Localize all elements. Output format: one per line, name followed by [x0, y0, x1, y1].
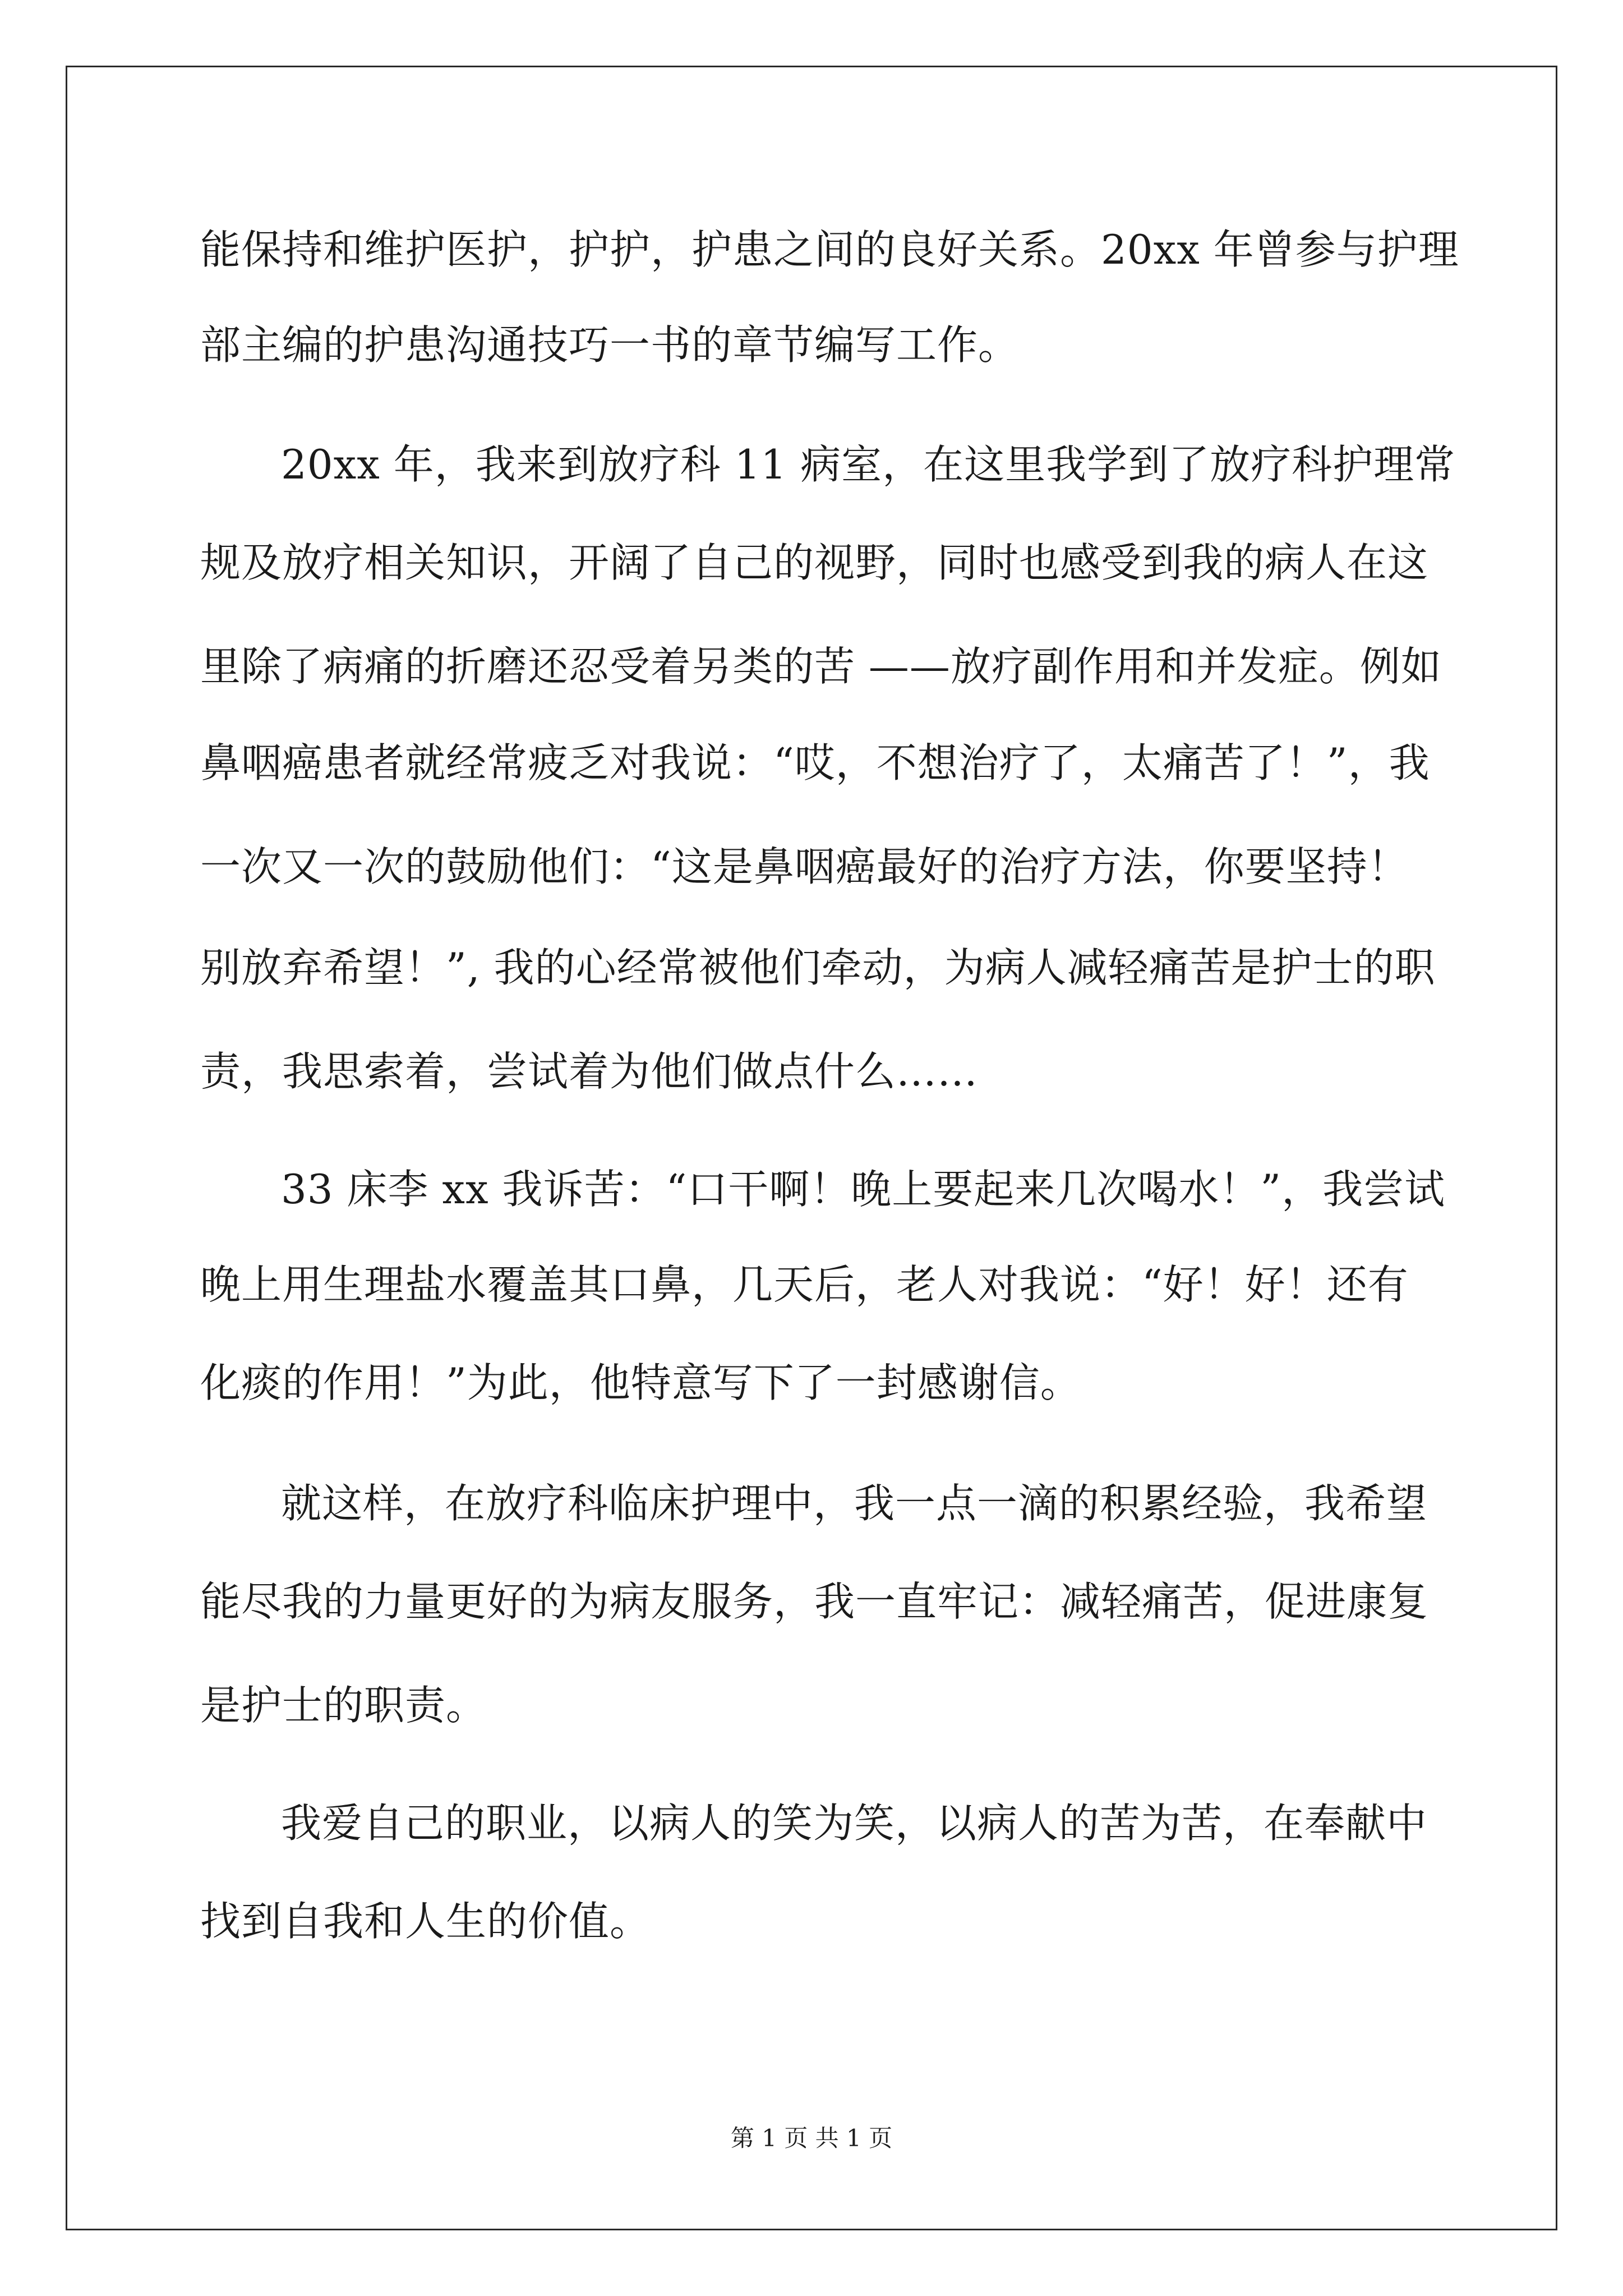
- paragraph-line: 33 床李 xx 我诉苦：“口干啊！晚上要起来几次喝水！”，我尝试: [281, 1166, 1446, 1213]
- paragraph-line: 别放弃希望！”, 我的心经常被他们牵动，为病人减轻痛苦是护士的职: [200, 944, 1436, 991]
- paragraph-line: 20xx 年，我来到放疗科 11 病室，在这里我学到了放疗科护理常: [281, 441, 1456, 488]
- paragraph-line: 找到自我和人生的价值。: [200, 1898, 651, 1945]
- paragraph-line: 晚上用生理盐水覆盖其口鼻，几天后，老人对我说：“好！好！还有: [200, 1261, 1409, 1308]
- page-number-footer: 第 1 页 共 1 页: [730, 2124, 893, 2152]
- paragraph-line: 一次又一次的鼓励他们：“这是鼻咽癌最好的治疗方法，你要坚持！: [200, 843, 1409, 890]
- paragraph-line: 化痰的作用！”为此，他特意写下了一封感谢信。: [200, 1359, 1081, 1406]
- paragraph-line: 规及放疗相关知识，开阔了自己的视野，同时也感受到我的病人在这: [200, 539, 1429, 586]
- paragraph-line: 能保持和维护医护，护护，护患之间的良好关系。20xx 年曾参与护理: [200, 226, 1459, 273]
- paragraph-line: 责，我思索着，尝试着为他们做点什么……: [200, 1048, 979, 1095]
- paragraph-line: 就这样，在放疗科临床护理中，我一点一滴的积累经验，我希望: [281, 1480, 1428, 1527]
- paragraph-line: 里除了病痛的折磨还忍受着另类的苦 ——放疗副作用和并发症。例如: [200, 643, 1442, 690]
- paragraph-line: 能尽我的力量更好的为病友服务，我一直牢记：减轻痛苦，促进康复: [200, 1578, 1429, 1625]
- paragraph-line: 部主编的护患沟通技巧一书的章节编写工作。: [200, 321, 1020, 369]
- paragraph-line: 我爱自己的职业，以病人的笑为笑，以病人的苦为苦，在奉献中: [281, 1800, 1428, 1847]
- paragraph-line: 是护士的职责。: [200, 1682, 487, 1729]
- paragraph-line: 鼻咽癌患者就经常疲乏对我说：“哎，不想治疗了，太痛苦了！”，我: [200, 739, 1430, 786]
